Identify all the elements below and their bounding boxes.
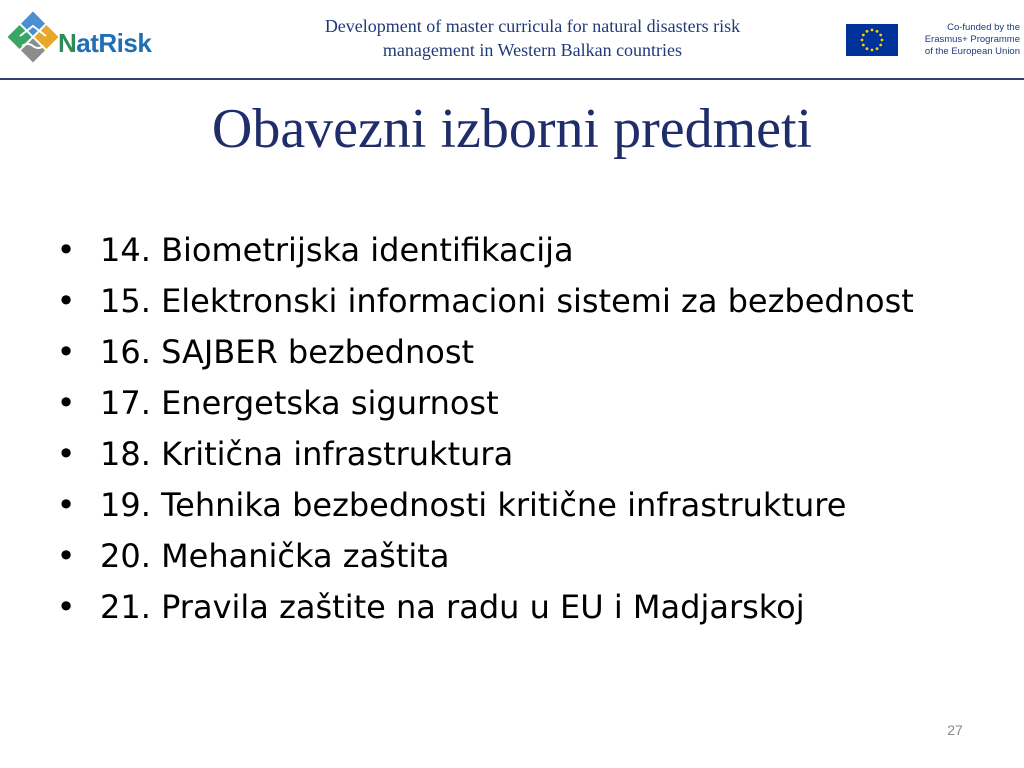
list-item (56, 281, 986, 321)
bullet-icon: • (56, 384, 76, 422)
list-item (56, 434, 986, 474)
natrisk-diamond-icon (8, 6, 58, 68)
list-item (56, 587, 986, 627)
header-divider (0, 78, 1024, 80)
bullet-icon: • (56, 282, 76, 320)
logo-text-suffix: atRisk (76, 28, 152, 58)
list-item-text: 18. Kritična infrastruktura (100, 435, 514, 473)
list-item (56, 332, 986, 372)
list-item-text: 20. Mehanička zaštita (100, 537, 450, 575)
list-item-text: 16. SAJBER bezbednost (100, 333, 475, 371)
list-item (56, 230, 986, 270)
erasmus-text-line-3: of the European Union (924, 46, 1020, 57)
bullet-icon: • (56, 231, 76, 269)
eu-flag-icon (846, 24, 898, 56)
project-title (265, 14, 800, 62)
course-list (56, 230, 986, 638)
bullet-icon: • (56, 588, 76, 626)
list-item (56, 383, 986, 423)
natrisk-logo-text (58, 28, 151, 58)
list-item-text: 21. Pravila zaštite na radu u EU i Madjarskoj (100, 588, 805, 626)
bullet-icon: • (56, 486, 76, 524)
slide-header (0, 0, 1024, 80)
list-item (56, 536, 986, 576)
list-item (56, 485, 986, 525)
erasmus-text (904, 22, 1020, 58)
list-item-text: 15. Elektronski informacioni sistemi za bezbednost (100, 282, 914, 320)
erasmus-text-line-2: Erasmus+ Programme (924, 34, 1020, 45)
slide-title: Obavezni izborni predmeti (211, 98, 813, 160)
list-item-text: 17. Energetska sigurnost (100, 384, 499, 422)
project-title-line-1: Development of master curricula for natural disasters risk (324, 16, 741, 36)
bullet-icon: • (56, 435, 76, 473)
list-item-text: 14. Biometrijska identifikacija (100, 231, 574, 269)
bullet-icon: • (56, 537, 76, 575)
erasmus-logo (846, 20, 1020, 60)
page-number: 27 (947, 722, 963, 738)
natrisk-logo (8, 6, 162, 68)
bullet-icon: • (56, 333, 76, 371)
erasmus-text-line-1: Co-funded by the (947, 22, 1020, 33)
list-item-text: 19. Tehnika bezbednosti kritične infrastrukture (100, 486, 847, 524)
project-title-line-2: management in Western Balkan countries (382, 40, 683, 60)
logo-text-prefix: N (58, 28, 77, 58)
